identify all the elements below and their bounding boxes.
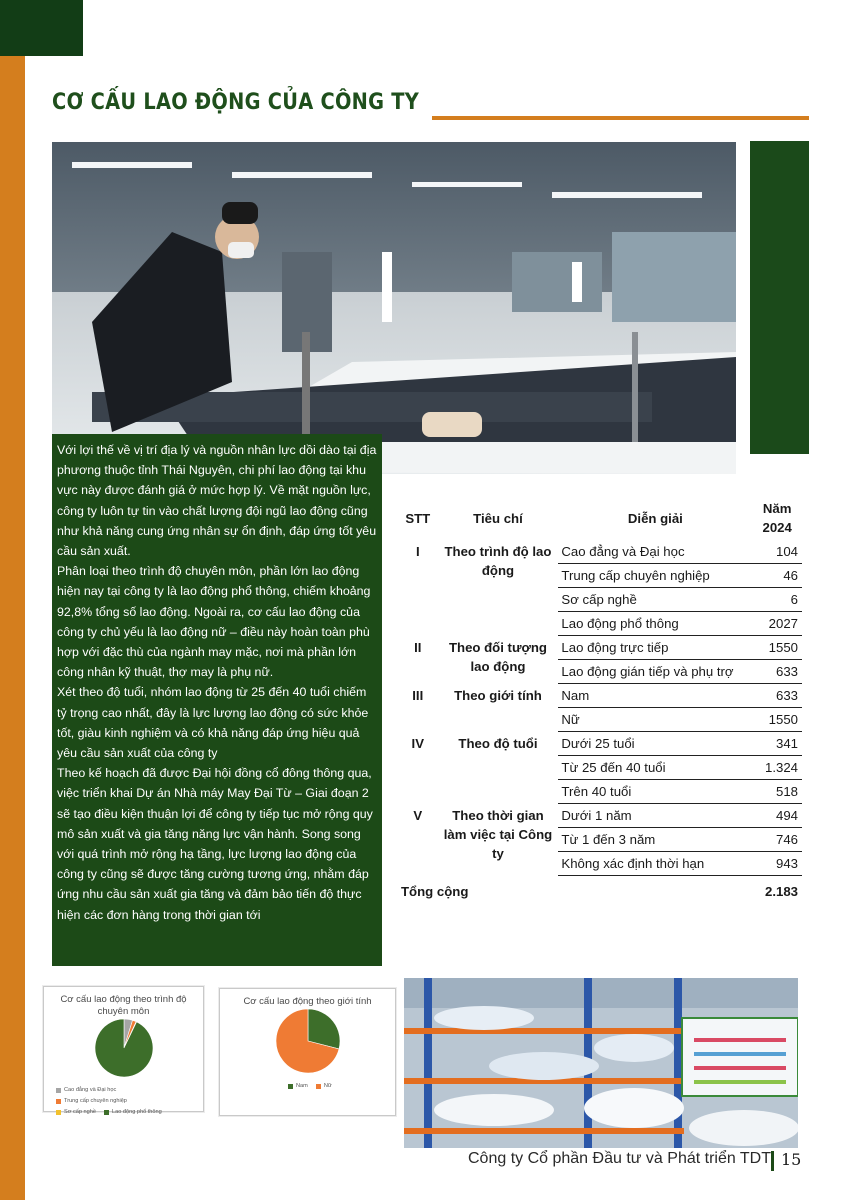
row-description: Lao động trực tiếp bbox=[558, 636, 752, 660]
group-number: IV bbox=[411, 735, 424, 751]
legend-swatch bbox=[288, 1084, 293, 1089]
row-description: Cao đẳng và Đại học bbox=[558, 540, 752, 564]
row-value: 2027 bbox=[752, 612, 802, 636]
header-stt: STT bbox=[405, 510, 431, 526]
pie-area bbox=[94, 1018, 154, 1078]
row-description: Không xác định thời hạn bbox=[558, 852, 752, 876]
right-accent-bar bbox=[750, 141, 809, 454]
group-number: V bbox=[413, 807, 423, 823]
row-value: 1550 bbox=[752, 636, 802, 660]
row-description: Sơ cấp nghề bbox=[558, 588, 752, 612]
factory-photo bbox=[52, 142, 736, 474]
table-row bbox=[398, 684, 802, 708]
qualification-pie-chart bbox=[43, 986, 204, 1115]
total-label: Tổng cộng bbox=[401, 884, 469, 899]
chart-legend bbox=[44, 1078, 203, 1119]
legend-swatch bbox=[56, 1110, 61, 1115]
page-title: CƠ CẤU LAO ĐỘNG CỦA CÔNG TY bbox=[52, 90, 420, 115]
row-description: Dưới 25 tuổi bbox=[558, 732, 752, 756]
paragraph-expansion: Theo kế hoạch đã được Đại hội đồng cổ đông thông qua, việc triển khai Dự án Nhà máy May Đại Từ – Giai đoạn 2 sẽ tạo điều kiện thuận lợi để công ty tiếp tục mở rộng quy mô sản xuất và gia tăng năng lực vận hành. Song song với quá trình mở rộng hạ tầng, lực lượng lao động của công ty cũng sẽ được tăng cường tương ứng, nhằm đáp ứng nhu cầu sản xuất gia tăng và đảm bảo tiến độ thực hiện các đơn hàng trong thời gian tới bbox=[57, 766, 373, 922]
legend-swatch bbox=[56, 1099, 61, 1104]
gender-pie-chart bbox=[219, 988, 396, 1116]
header-year: Năm 2024 bbox=[762, 501, 792, 535]
row-description: Nữ bbox=[558, 708, 752, 732]
corner-accent-block bbox=[0, 0, 83, 56]
table-row bbox=[398, 804, 802, 828]
row-description: Trung cấp chuyên nghiệp bbox=[558, 564, 752, 588]
group-criteria: Theo thời gian làm việc tại Công ty bbox=[443, 807, 553, 861]
legend-label: Sơ cấp nghề bbox=[64, 1109, 96, 1115]
row-value: 943 bbox=[752, 852, 802, 876]
left-accent-stripe bbox=[0, 56, 25, 1200]
legend-item bbox=[56, 1086, 116, 1095]
title-underline bbox=[432, 116, 809, 120]
group-number: II bbox=[414, 639, 422, 655]
legend-swatch bbox=[104, 1110, 109, 1115]
group-number: III bbox=[412, 687, 424, 703]
row-value: 633 bbox=[752, 684, 802, 708]
total-value: 2.183 bbox=[764, 884, 798, 899]
group-criteria: Theo trình độ lao động bbox=[444, 544, 552, 578]
group-criteria: Theo giới tính bbox=[454, 687, 542, 703]
group-criteria: Theo đối tượng lao động bbox=[448, 639, 547, 674]
footer-separator bbox=[771, 1151, 774, 1171]
row-description: Từ 1 đến 3 năm bbox=[558, 828, 752, 852]
group-criteria: Theo độ tuổi bbox=[458, 735, 538, 751]
table-total-row bbox=[398, 876, 802, 904]
row-value: 6 bbox=[752, 588, 802, 612]
row-description: Dưới 1 năm bbox=[558, 804, 752, 828]
row-value: 494 bbox=[752, 804, 802, 828]
row-description: Nam bbox=[558, 684, 752, 708]
legend-swatch bbox=[56, 1088, 61, 1093]
row-description: Từ 25 đến 40 tuổi bbox=[558, 756, 752, 780]
row-value: 1.324 bbox=[752, 756, 802, 780]
labor-structure-table bbox=[398, 496, 802, 903]
row-value: 518 bbox=[752, 780, 802, 804]
row-value: 341 bbox=[752, 732, 802, 756]
legend-swatch bbox=[316, 1084, 321, 1089]
row-value: 46 bbox=[752, 564, 802, 588]
group-number: I bbox=[415, 544, 420, 559]
paragraph-qualification: Phân loại theo trình độ chuyên môn, phần lớn lao động hiện nay tại công ty là lao động phổ thông, chiếm khoảng 92,8% tổng số lao động. Ngoài ra, cơ cấu lao động của công ty chủ yếu là lao động nữ – điều này hoàn toàn phù hợp với đặc thù của ngành may mặc, nơi mà phần lớn công nhân kỹ thuật, thợ may là phụ nữ. bbox=[57, 564, 371, 680]
header-description: Diễn giải bbox=[627, 510, 683, 526]
legend-item bbox=[56, 1108, 96, 1117]
warehouse-photo bbox=[404, 978, 798, 1148]
paragraph-location: Với lợi thế về vị trí địa lý và nguồn nhân lực dồi dào tại địa phương thuộc tỉnh Thái Nguyên, chi phí lao động tại khu vực này được đánh giá ở mức hợp lý. Về mặt nguồn lực, công ty luôn tự tin vào chất lượng đội ngũ lao động cũng như khả năng cung ứng nhân sự ổn định, đáp ứng tốt yêu cầu sản xuất. bbox=[57, 443, 377, 559]
legend-item bbox=[56, 1097, 127, 1106]
legend-label: Cao đẳng và Đại học bbox=[64, 1087, 117, 1093]
chart-title: Cơ cấu lao động theo trình độ chuyên môn bbox=[60, 994, 187, 1017]
legend-item bbox=[288, 1082, 308, 1091]
legend-item bbox=[104, 1108, 162, 1117]
header-criteria: Tiêu chí bbox=[473, 510, 523, 526]
row-description: Lao động phổ thông bbox=[558, 612, 752, 636]
page-number: 15 bbox=[781, 1150, 802, 1169]
paragraph-age: Xét theo độ tuổi, nhóm lao động từ 25 đến 40 tuổi chiếm tỷ trọng cao nhất, đây là lực lượng lao động có sức khỏe tốt, giàu kinh nghiệm và có khả năng đáp ứng hiệu quả yêu cầu sản xuất của công ty bbox=[57, 685, 369, 761]
chart-title: Cơ cấu lao động theo giới tính bbox=[243, 996, 372, 1007]
footer-company-name: Công ty Cổ phần Đầu tư và Phát triển TDT bbox=[468, 1150, 772, 1167]
intro-text-panel bbox=[52, 434, 382, 966]
row-description: Trên 40 tuổi bbox=[558, 780, 752, 804]
legend-item bbox=[316, 1082, 332, 1091]
row-value: 633 bbox=[752, 660, 802, 684]
row-value: 746 bbox=[752, 828, 802, 852]
pie-area bbox=[275, 1008, 341, 1074]
chart-legend bbox=[220, 1074, 395, 1093]
pie-slice-3 bbox=[95, 1019, 153, 1077]
table-row bbox=[398, 636, 802, 660]
row-description: Lao động gián tiếp và phụ trợ bbox=[558, 660, 752, 684]
legend-label: Lao động phổ thông bbox=[111, 1109, 162, 1115]
row-value: 104 bbox=[752, 540, 802, 564]
row-value: 1550 bbox=[752, 708, 802, 732]
table-row bbox=[398, 540, 802, 564]
legend-label: Nữ bbox=[323, 1083, 332, 1089]
table-row bbox=[398, 732, 802, 756]
legend-label: Trung cấp chuyên nghiệp bbox=[64, 1098, 127, 1104]
legend-label: Nam bbox=[296, 1083, 308, 1089]
table-header-row bbox=[398, 496, 802, 540]
